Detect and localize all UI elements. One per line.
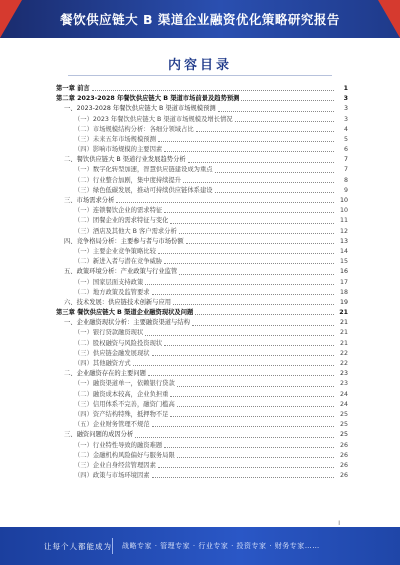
toc-entry-page: 15	[339, 258, 348, 266]
toc-entry-label: 五、政策环境分析：产业政策与行业监管	[64, 268, 178, 276]
toc-entry-page: 21	[339, 309, 348, 317]
toc-entry-page: 16	[339, 268, 348, 276]
toc-entry-page: 23	[339, 380, 348, 388]
toc-entry[interactable]	[56, 441, 348, 451]
toc-entry[interactable]	[56, 359, 348, 369]
toc-leader-dots	[145, 335, 334, 336]
toc-entry-page: 26	[339, 441, 348, 449]
toc-entry-label: 一、2023-2028 年餐饮供应链大 B 渠道市场规模预测	[64, 105, 216, 113]
toc-entry-label: 第三章 餐饮供应链大 B 渠道企业融资现状及问题	[56, 309, 194, 317]
toc-entry-label: （三）未来五年市场规模预测	[74, 135, 156, 143]
toc-entry-page: 7	[343, 166, 348, 174]
footer-brand: 让每个人都能成为	[44, 542, 112, 551]
toc-entry[interactable]	[56, 216, 348, 226]
toc-leader-dots	[215, 192, 334, 193]
toc-entry-label: （一）2023 年餐饮供应链大 B 渠道市场规模及增长情况	[74, 115, 233, 123]
toc-leader-dots	[92, 90, 334, 91]
toc-entry-page: 8	[343, 176, 348, 184]
toc-entry-label: （二）地方政策及监管要求	[74, 288, 150, 296]
toc-leader-dots	[152, 294, 334, 295]
toc-entry-page: 3	[343, 115, 348, 123]
report-title: 餐饮供应链大 B 渠道企业融资优化策略研究报告	[60, 12, 340, 27]
toc-entry-label: 二、餐饮供应链大 B 渠道行业发展趋势分析	[64, 156, 186, 164]
toc-leader-dots	[164, 151, 334, 152]
toc-leader-dots	[135, 437, 334, 438]
toc-entry[interactable]	[56, 155, 348, 165]
toc-entry-page: 23	[339, 370, 348, 378]
toc-entry-page: 11	[339, 217, 348, 225]
toc-entry-label: （三）绿色低碳发展，推动可持续供应链体系建设	[74, 186, 213, 194]
toc-leader-dots	[173, 304, 334, 305]
toc-leader-dots	[170, 416, 334, 417]
toc-leader-dots	[218, 111, 334, 112]
toc-leader-dots	[177, 386, 334, 387]
toc-leader-dots	[158, 467, 334, 468]
toc-leader-dots	[152, 355, 334, 356]
toc-entry-page: 24	[339, 390, 348, 398]
toc-entry-page: 26	[339, 472, 348, 480]
toc-leader-dots	[241, 100, 334, 101]
toc-entry-label: （一）行业特性导致的融资难题	[74, 441, 163, 449]
toc-entry[interactable]	[56, 145, 348, 155]
toc-leader-dots	[164, 263, 334, 264]
toc-entry-page: 10	[339, 207, 348, 215]
toc-entry-page: 9	[343, 186, 348, 194]
toc-entry-page: 21	[339, 339, 348, 347]
toc-leader-dots	[148, 375, 334, 376]
toc-entry[interactable]	[56, 186, 348, 196]
toc-entry[interactable]	[56, 390, 348, 400]
toc-entry[interactable]	[56, 94, 348, 104]
toc-entry-label: （四）资产结构特殊，抵押物不足	[74, 410, 169, 418]
toc-entry-label: （一）银行贷款融资现状	[74, 329, 144, 337]
toc-leader-dots	[170, 223, 334, 224]
toc-entry-label: 第一章 前言	[56, 84, 90, 92]
toc-divider	[68, 75, 332, 76]
toc-entry-page: 21	[339, 329, 348, 337]
toc-entry-label: 四、竞争格局分析：主要参与者与市场份额	[64, 237, 184, 245]
toc-entry-page: 22	[339, 349, 348, 357]
toc-entry[interactable]	[56, 420, 348, 430]
toc-entry[interactable]	[56, 339, 348, 349]
toc-entry-page: 12	[339, 227, 348, 235]
toc-entry[interactable]	[56, 379, 348, 389]
toc-entry[interactable]	[56, 288, 348, 298]
toc-entry-label: 六、技术发展：供应链技术创新与应用	[64, 298, 172, 306]
toc-leader-dots	[133, 365, 334, 366]
toc-entry-page: 1	[343, 84, 348, 92]
toc-entry[interactable]	[56, 237, 348, 247]
toc-entry-page: 21	[339, 319, 348, 327]
toc-entry-label: （二）融资成本较高，企业负担重	[74, 390, 169, 398]
toc-leader-dots	[177, 457, 334, 458]
toc-entry-page: 25	[339, 421, 348, 429]
toc-entry[interactable]	[56, 349, 348, 359]
toc-leader-dots	[195, 314, 334, 315]
toc-entry-label: （三）企业自身经营管理因素	[74, 461, 156, 469]
toc-entry-label: （一）连锁餐饮企业的需求特征	[74, 207, 163, 215]
toc-entry[interactable]	[56, 451, 348, 461]
toc-entry[interactable]	[56, 227, 348, 237]
footer-banner	[0, 527, 400, 565]
toc-entry-label: （四）影响市场规模的主要因素	[74, 146, 163, 154]
toc-leader-dots	[152, 477, 334, 478]
toc-leader-dots	[158, 253, 334, 254]
toc-leader-dots	[192, 325, 334, 326]
toc-entry-label: （五）企业财务管理不规范	[74, 421, 150, 429]
toc-entry-page: 26	[339, 451, 348, 459]
toc-leader-dots	[235, 121, 334, 122]
toc-entry-page: 3	[343, 95, 348, 103]
toc-entry[interactable]	[56, 461, 348, 471]
page-number: I	[338, 520, 340, 527]
toc-leader-dots	[188, 162, 334, 163]
header-banner	[0, 0, 400, 38]
toc-entry[interactable]	[56, 471, 348, 481]
toc-entry-label: 一、企业融资现状分析：主要融资渠道与结构	[64, 319, 190, 327]
toc-leader-dots	[179, 274, 334, 275]
toc-leader-dots	[186, 243, 334, 244]
toc-entry[interactable]	[56, 206, 348, 216]
toc-entry[interactable]	[56, 115, 348, 125]
toc-leader-dots	[164, 345, 334, 346]
toc-leader-dots	[116, 202, 334, 203]
toc-entry-label: （二）股权融资与风险投资现状	[74, 339, 163, 347]
toc-entry-label: 三、融资问题的成因分析	[64, 431, 134, 439]
toc-entry-page: 25	[339, 431, 348, 439]
toc-entry-label: （一）主要企业竞争策略比较	[74, 247, 156, 255]
toc-entry-page: 5	[343, 135, 348, 143]
toc-entry[interactable]	[56, 166, 348, 176]
toc-leader-dots	[164, 447, 334, 448]
toc-entry[interactable]	[56, 329, 348, 339]
toc-entry-label: （三）信用体系不完善，融资门槛高	[74, 400, 175, 408]
toc-entry-label: （一）融资渠道单一，依赖银行贷款	[74, 380, 175, 388]
toc-entry-label: （二）市场规模结构分析：各细分领域占比	[74, 125, 194, 133]
toc-leader-dots	[152, 426, 334, 427]
toc-entry-page: 7	[343, 156, 348, 164]
toc-entry-page: 3	[343, 105, 348, 113]
toc-entry[interactable]	[56, 430, 348, 440]
toc-entry[interactable]	[56, 298, 348, 308]
toc-entry[interactable]	[56, 267, 348, 277]
toc-leader-dots	[170, 396, 334, 397]
toc-entry[interactable]	[56, 308, 348, 318]
toc-leader-dots	[183, 182, 334, 183]
toc-leader-dots	[164, 212, 334, 213]
toc-entry-label: （三）酒店及其他大 B 客户需求分析	[74, 227, 177, 235]
toc-entry-page: 22	[339, 360, 348, 368]
toc-entry[interactable]	[56, 369, 348, 379]
toc-entry[interactable]	[56, 247, 348, 257]
toc-entry-page: 25	[339, 410, 348, 418]
toc-entry-page: 19	[339, 298, 348, 306]
toc-heading: 内容目录	[167, 58, 232, 73]
toc-entry[interactable]	[56, 125, 348, 135]
toc-entry[interactable]	[56, 196, 348, 206]
toc-leader-dots	[145, 284, 334, 285]
toc-entry[interactable]	[56, 104, 348, 114]
toc-entry[interactable]	[56, 176, 348, 186]
toc-entry-page: 10	[339, 197, 348, 205]
table-of-contents	[56, 84, 348, 481]
toc-entry-page: 6	[343, 146, 348, 154]
toc-entry-label: （二）团餐企业的需求特征与变化	[74, 217, 169, 225]
footer-slogan: 战略专家 · 管理专家 · 行业专家 · 投资专家 · 财务专家……	[122, 542, 320, 550]
toc-entry-label: 二、企业融资存在的主要问题	[64, 370, 146, 378]
toc-entry-page: 24	[339, 400, 348, 408]
toc-entry-label: （二）行业整合加剧，集中度持续提升	[74, 176, 182, 184]
toc-entry-label: 第二章 2023-2028 年餐饮供应链大 B 渠道市场前景及趋势预测	[56, 95, 240, 103]
toc-entry[interactable]	[56, 135, 348, 145]
toc-entry-label: （一）国家层面支持政策	[74, 278, 144, 286]
toc-entry-page: 14	[339, 247, 348, 255]
toc-entry-label: （二）新进入者与潜在竞争威胁	[74, 258, 163, 266]
toc-entry[interactable]	[56, 278, 348, 288]
toc-leader-dots	[196, 131, 334, 132]
toc-entry-page: 18	[339, 288, 348, 296]
toc-entry-page: 4	[343, 125, 348, 133]
toc-entry[interactable]	[56, 257, 348, 267]
toc-entry-label: （二）金融机构风险偏好与服务局限	[74, 451, 175, 459]
toc-entry-page: 13	[339, 237, 348, 245]
toc-leader-dots	[215, 172, 334, 173]
toc-leader-dots	[179, 233, 334, 234]
toc-entry[interactable]	[56, 318, 348, 328]
toc-entry-page: 17	[339, 278, 348, 286]
toc-entry-page: 26	[339, 461, 348, 469]
toc-entry[interactable]	[56, 410, 348, 420]
toc-entry-label: 三、市场需求分析	[64, 197, 115, 205]
toc-entry-label: （四）政策与市场环境因素	[74, 472, 150, 480]
toc-entry[interactable]	[56, 400, 348, 410]
toc-entry[interactable]	[56, 84, 348, 94]
toc-entry-label: （四）其他融资方式	[74, 360, 131, 368]
toc-leader-dots	[158, 141, 334, 142]
toc-leader-dots	[177, 406, 334, 407]
footer-separator	[112, 538, 113, 554]
toc-entry-label: （三）供应链金融发展现状	[74, 349, 150, 357]
toc-entry-label: （一）数字化转型加速，智慧供应链建设成为重点	[74, 166, 213, 174]
